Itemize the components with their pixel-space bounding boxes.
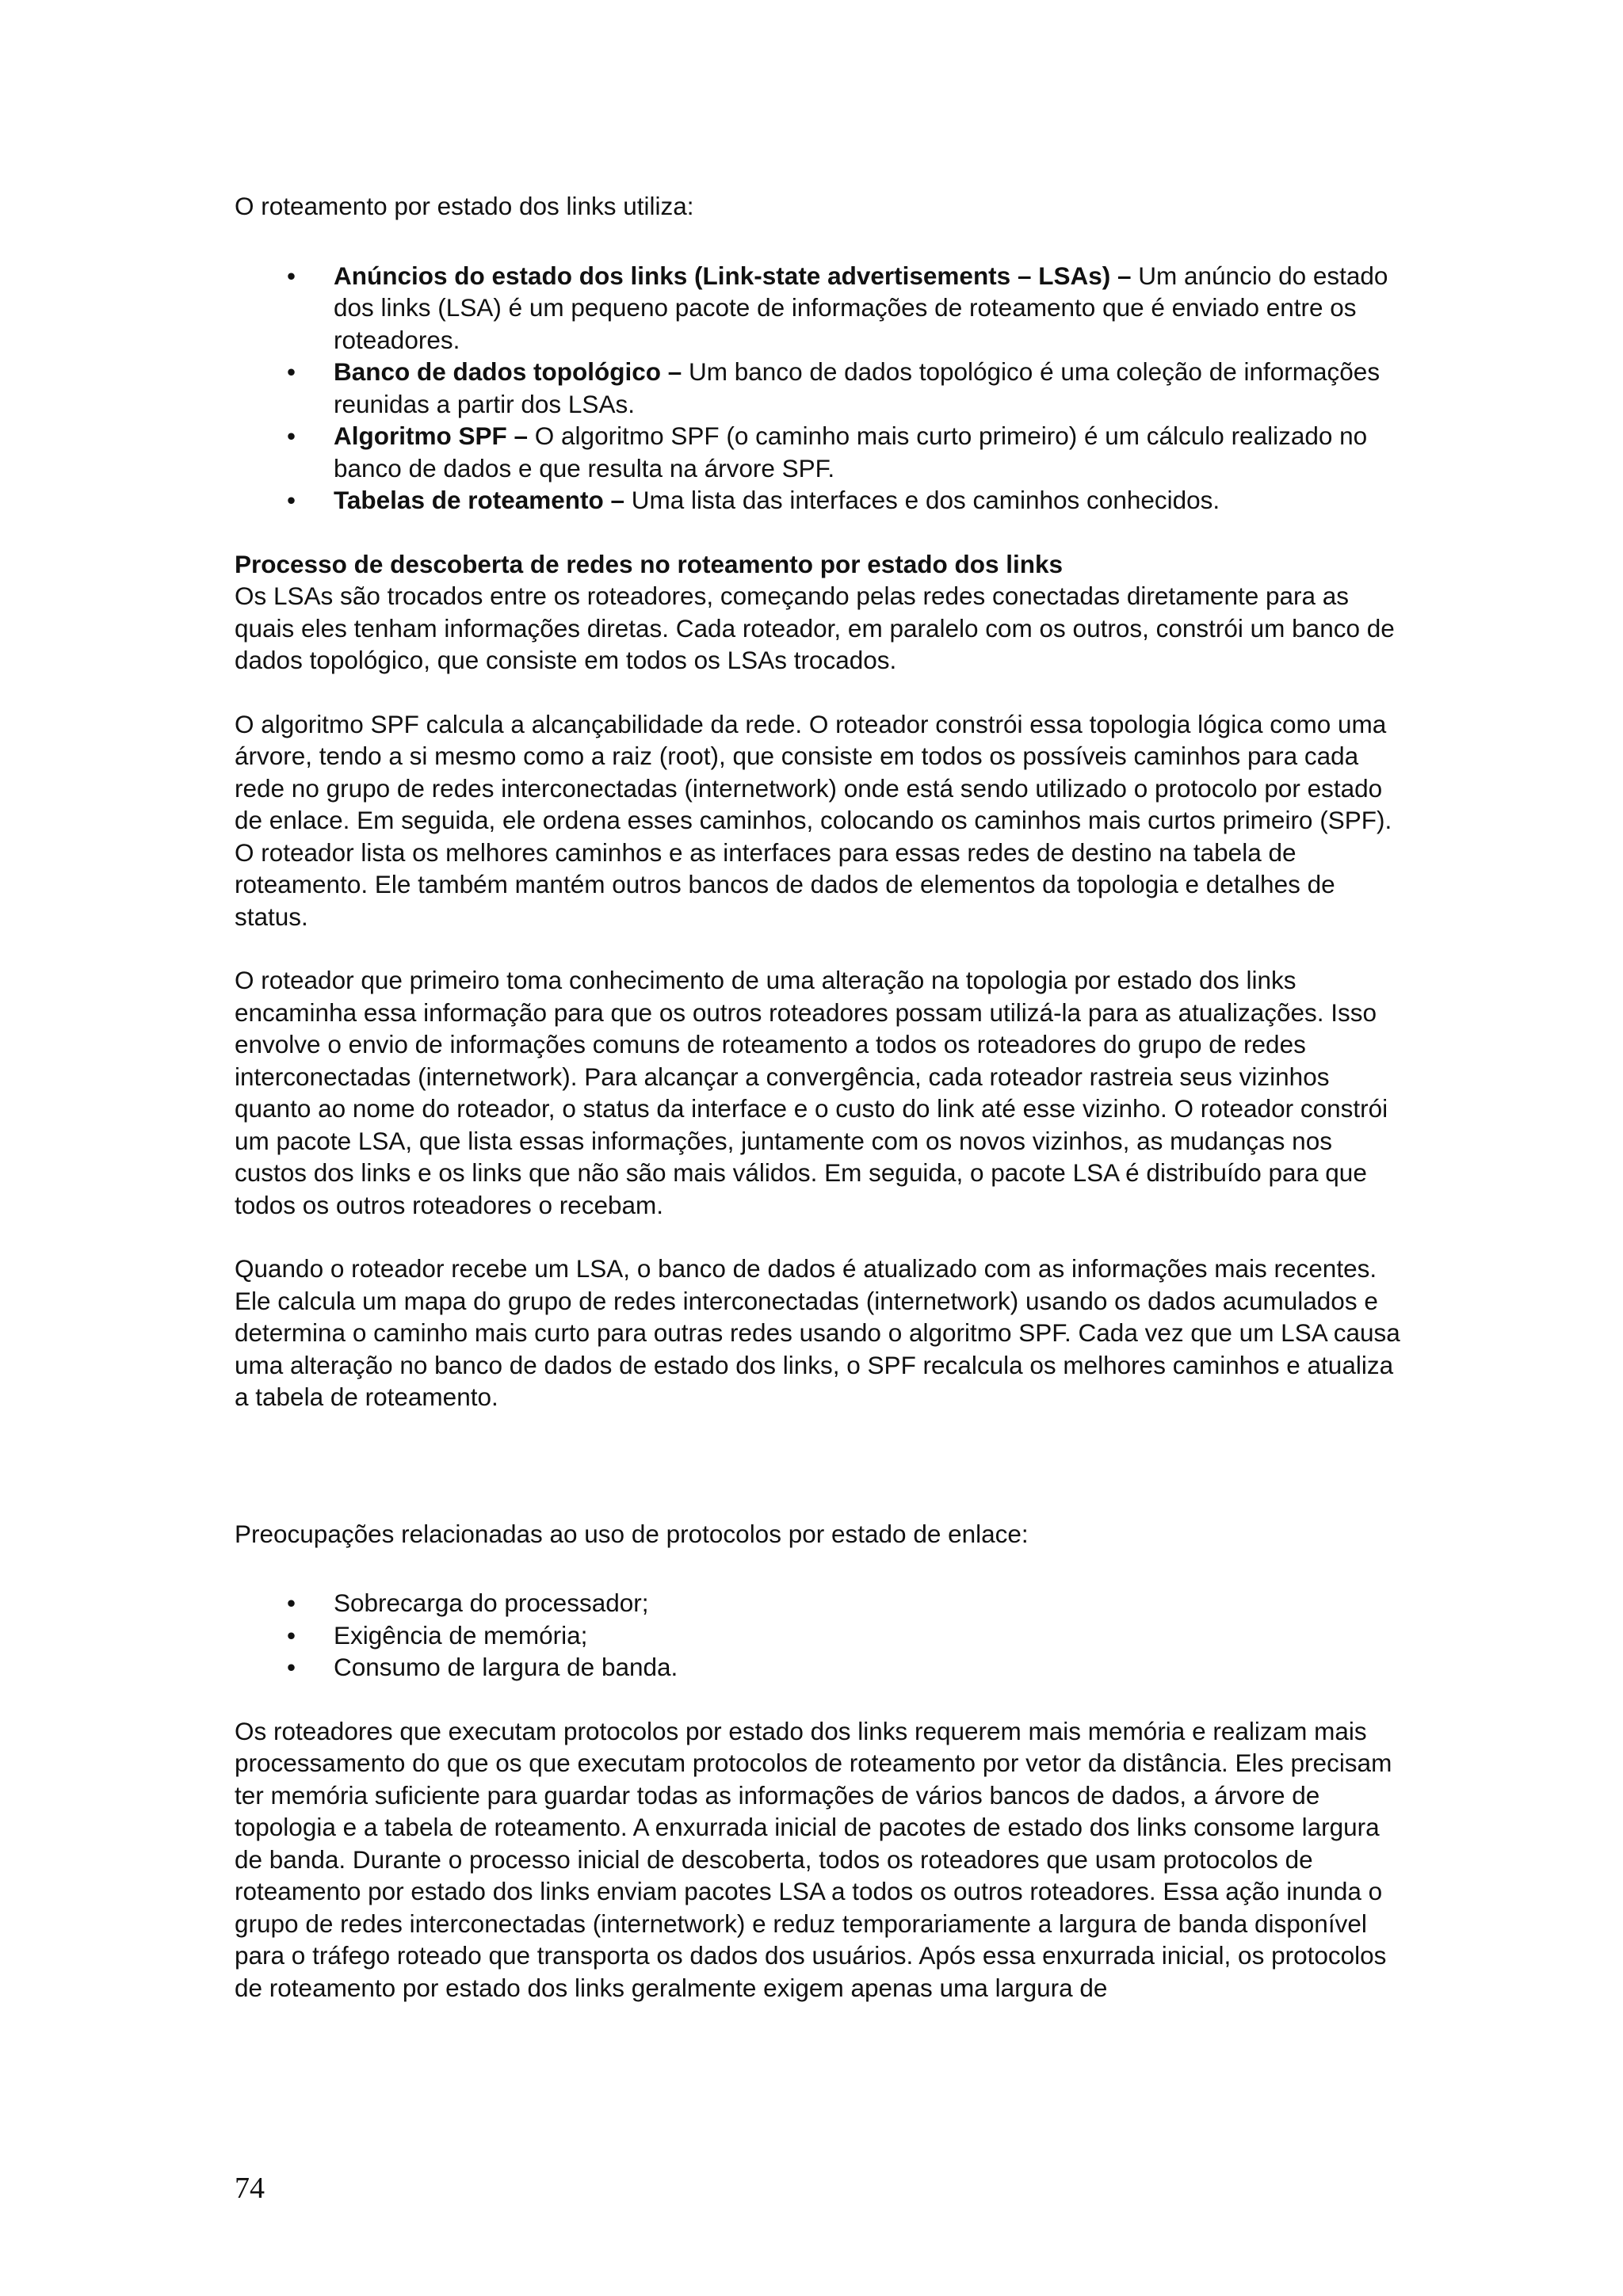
list-item-text: Uma lista das interfaces e dos caminhos conhecidos. xyxy=(624,486,1220,514)
list-item xyxy=(235,356,1407,420)
list-item xyxy=(235,260,1407,357)
bullet-icon: • xyxy=(287,421,296,450)
components-list xyxy=(235,260,1407,517)
bullet-icon: • xyxy=(287,357,296,386)
list-item xyxy=(235,1619,1407,1652)
list-item xyxy=(235,484,1407,517)
list-item-term: Banco de dados topológico – xyxy=(334,357,682,386)
bullet-icon: • xyxy=(287,486,296,514)
bullet-icon: • xyxy=(287,1620,296,1650)
bullet-icon: • xyxy=(287,1653,296,1681)
bullet-icon: • xyxy=(287,261,296,290)
list-item-term: Algoritmo SPF – xyxy=(334,421,529,450)
list-item xyxy=(235,1587,1407,1619)
section-heading: Processo de descoberta de redes no roteamento por estado dos links xyxy=(235,549,1064,578)
list-item-term: Tabelas de roteamento – xyxy=(334,486,625,514)
section-paragraph: Os LSAs são trocados entre os roteadores, começando pelas redes conectadas diretamente para as quais eles tenham informações diretas. Cada roteador, em paralelo com os outros, constrói um banco de dados topológico, que consiste em todos os LSAs trocados. xyxy=(235,582,1395,674)
intro-text: O roteamento por estado dos links utiliza: xyxy=(235,192,694,220)
page-number: 74 xyxy=(235,2172,265,2205)
list-item-text: O algoritmo SPF (o caminho mais curto primeiro) é um cálculo realizado no banco de dados e que resulta na árvore SPF. xyxy=(334,421,1368,482)
list-item-text: Consumo de largura de banda. xyxy=(334,1653,678,1681)
resource-paragraph: Os roteadores que executam protocolos por estado dos links requerem mais memória e realizam mais processamento do que os que executam protocolos de roteamento por vetor da distância. Eles precisam ter memória suficiente para guardar todas as informações de vários bancos de dados, a árvore de topologia e a tabela de roteamento. A enxurrada inicial de pacotes de estado dos links consome largura de banda. Durante o processo inicial de descoberta, todos os roteadores que usam protocolos de roteamento por estado dos links enviam pacotes LSA a todos os outros roteadores. Essa ação inunda o grupo de redes interconectadas (internetwork) e reduz temporariamente a largura de banda disponível para o tráfego roteado que transporta os dados dos usuários. Após essa enxurrada inicial, os protocolos de roteamento por estado dos links geralmente exigem apenas uma largura de xyxy=(235,1716,1392,2002)
spf-paragraph: O algoritmo SPF calcula a alcançabilidade da rede. O roteador constrói essa topologia lógica como uma árvore, tendo a si mesmo como a raiz (root), que consiste em todos os possíveis caminhos para cada rede no grupo de redes interconectadas (internetwork) onde está sendo utilizado o protocolo por estado de enlace. Em seguida, ele ordena esses caminhos, colocando os caminhos mais curtos primeiro (SPF). O roteador lista os melhores caminhos e as interfaces para essas redes de destino na tabela de roteamento. Ele também mantém outros bancos de dados de elementos da topologia e detalhes de status. xyxy=(235,709,1392,931)
list-item-text: Um anúncio do estado dos links (LSA) é um pequeno pacote de informações de roteamento que é enviado entre os roteadores. xyxy=(334,261,1388,354)
concerns-intro: Preocupações relacionadas ao uso de protocolos por estado de enlace: xyxy=(235,1519,1029,1548)
list-item-text: Um banco de dados topológico é uma coleção de informações reunidas a partir dos LSAs. xyxy=(334,357,1381,418)
list-item-text: Exigência de memória; xyxy=(334,1620,588,1650)
topology-change-paragraph: O roteador que primeiro toma conhecimento de uma alteração na topologia por estado dos links encaminha essa informação para que os outros roteadores possam utilizá-la para as atualizações. Isso envolve o envio de informações comuns de roteamento a todos os roteadores do grupo de redes interconectadas (internetwork). Para alcançar a convergência, cada roteador rastreia seus vizinhos quanto ao nome do roteador, o status da interface e o custo do link até esse vizinho. O roteador constrói um pacote LSA, que lista essas informações, juntamente com os novos vizinhos, as mudanças nos custos dos links e os links que não são mais válidos. Em seguida, o pacote LSA é distribuído para que todos os outros roteadores o recebam. xyxy=(235,966,1388,1219)
document-body xyxy=(235,190,1407,2004)
bullet-icon: • xyxy=(287,1589,296,1617)
list-item-text: Sobrecarga do processador; xyxy=(334,1589,649,1617)
list-item-term: Anúncios do estado dos links (Link-state advertisements – LSAs) – xyxy=(334,261,1132,290)
lsa-receive-paragraph: Quando o roteador recebe um LSA, o banco de dados é atualizado com as informações mais recentes. Ele calcula um mapa do grupo de redes interconectadas (internetwork) usando os dados acumulados e determina o caminho mais curto para outras redes usando o algoritmo SPF. Cada vez que um LSA causa uma alteração no banco de dados de estado dos links, o SPF recalcula os melhores caminhos e atualiza a tabela de roteamento. xyxy=(235,1254,1400,1411)
concerns-list xyxy=(235,1587,1407,1684)
list-item xyxy=(235,1651,1407,1684)
list-item xyxy=(235,420,1407,484)
